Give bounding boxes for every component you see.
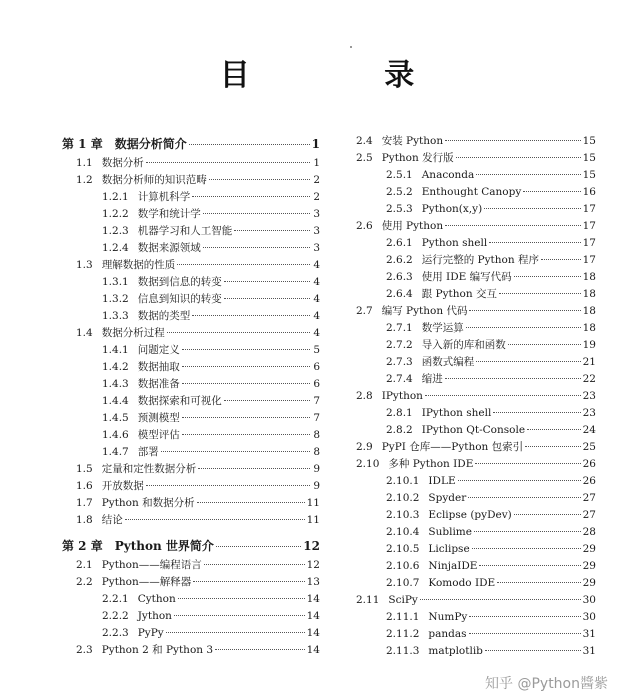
toc-leader-dots	[192, 186, 310, 197]
toc-entry-page: 21	[582, 356, 596, 368]
toc-entry-title: Python 2 和 Python 3	[101, 644, 214, 656]
toc-leader-dots	[216, 536, 301, 547]
toc-leader-dots	[475, 453, 580, 464]
toc-entry-page: 30	[582, 611, 596, 623]
toc-leader-dots	[469, 606, 580, 617]
toc-entry-title: 多种 Python IDE	[388, 458, 474, 470]
toc-entry-page: 18	[582, 288, 596, 300]
toc-entry-title: NinjaIDE	[428, 560, 478, 572]
toc-entry-number: 2.5.3	[386, 203, 413, 215]
toc-leader-dots	[485, 640, 581, 651]
toc-entry-page: 18	[582, 305, 596, 317]
toc-leader-dots	[193, 571, 304, 582]
toc-entry-number: 2.6.4	[386, 288, 413, 300]
toc-entry-page: 17	[582, 203, 596, 215]
toc-entry-number: 1.2	[76, 174, 93, 186]
toc-entry-title: 安装 Python	[381, 135, 444, 147]
toc-leader-dots	[224, 390, 310, 401]
toc-entry-page: 4	[313, 310, 320, 322]
toc-entry-page: 6	[313, 378, 320, 390]
toc-entry-page: 5	[313, 344, 320, 356]
toc-leader-dots	[182, 424, 310, 435]
toc-entry-number: 1.4.2	[102, 361, 129, 373]
toc-entry-page: 26	[582, 458, 596, 470]
toc-entry-title: Python 世界简介	[114, 539, 214, 553]
toc-leader-dots	[182, 373, 310, 384]
toc-entry-number: 2.8.1	[386, 407, 413, 419]
toc-entry-title: 定量和定性数据分析	[101, 463, 197, 475]
toc-leader-dots	[474, 521, 581, 532]
toc-entry-page: 14	[306, 593, 320, 605]
toc-leader-dots	[472, 538, 581, 549]
toc-entry-page: 3	[313, 242, 320, 254]
toc-entry-title: Python——解释器	[101, 576, 192, 588]
toc-leader-dots	[161, 441, 310, 452]
toc-entry-title: NumPy	[428, 611, 468, 623]
toc-entry-title: 数据探索和可视化	[137, 395, 222, 407]
toc-leader-dots	[541, 249, 581, 260]
toc-entry-title: 理解数据的性质	[101, 259, 176, 271]
toc-entry	[356, 643, 596, 660]
toc-leader-dots	[469, 623, 581, 634]
toc-entry-title: Jython	[137, 610, 172, 622]
toc-entry-title: 编写 Python 代码	[381, 305, 468, 317]
toc-entry-number: 1.3.3	[102, 310, 129, 322]
toc-entry-number: 1.4.4	[102, 395, 129, 407]
toc-leader-dots	[469, 300, 580, 311]
toc-entry-title: 计算机科学	[137, 191, 191, 203]
toc-entry-title: PyPy	[137, 627, 164, 639]
toc-entry-title: 运行完整的 Python 程序	[421, 254, 539, 266]
toc-entry-title: pandas	[428, 628, 467, 640]
toc-entry-page: 4	[313, 327, 320, 339]
toc-entry-number: 2.11.3	[386, 645, 420, 657]
toc-entry-page: 29	[582, 543, 596, 555]
toc-entry-page: 4	[313, 293, 320, 305]
toc-entry-title: matplotlib	[428, 645, 483, 657]
toc-entry-title: Komodo IDE	[428, 577, 496, 589]
toc-leader-dots	[499, 283, 581, 294]
toc-entry-title: Python 发行版	[381, 152, 454, 164]
toc-entry-title: 函数式编程	[421, 356, 475, 368]
toc-entry-title: 数据分析简介	[114, 137, 187, 151]
toc-entry-page: 31	[582, 628, 596, 640]
toc-entry-title: 数据来源领域	[137, 242, 201, 254]
toc-entry-page: 7	[313, 395, 320, 407]
toc-entry-number: 2.7	[356, 305, 373, 317]
toc-entry-title: 缩进	[421, 373, 443, 385]
toc-entry-title: 部署	[137, 446, 159, 458]
page-title: 目 录	[219, 58, 477, 93]
toc-entry-page: 23	[582, 390, 596, 402]
toc-leader-dots	[445, 215, 581, 226]
toc-entry-page: 3	[313, 208, 320, 220]
toc-entry-title: Sublime	[428, 526, 472, 538]
toc-leader-dots	[167, 322, 310, 333]
toc-entry-page: 6	[313, 361, 320, 373]
toc-entry-page: 24	[582, 424, 596, 436]
toc-leader-dots	[209, 169, 310, 180]
toc-entry-number: 2.2	[76, 576, 93, 588]
toc-entry-page: 27	[582, 509, 596, 521]
toc-entry-page: 22	[582, 373, 596, 385]
toc-entry-title: 数据抽取	[137, 361, 180, 373]
toc-leader-dots	[182, 356, 310, 367]
toc-leader-dots	[476, 164, 580, 175]
toc-leader-dots	[146, 152, 310, 163]
toc-entry-number: 1.5	[76, 463, 93, 475]
toc-entry-title: Cython	[137, 593, 176, 605]
toc-entry-number: 2.10.2	[386, 492, 420, 504]
toc-entry-number: 2.9	[356, 441, 373, 453]
toc-entry-page: 14	[306, 627, 320, 639]
toc-entry-title: PyPI 仓库——Python 包索引	[381, 441, 524, 453]
toc-leader-dots	[493, 402, 580, 413]
toc-entry-title: 信息到知识的转变	[137, 293, 222, 305]
toc-leader-dots	[224, 288, 310, 299]
toc-entry-page: 19	[582, 339, 596, 351]
toc-entry-number: 2.2.2	[102, 610, 129, 622]
toc-entry-page: 17	[582, 254, 596, 266]
toc-entry-page: 1	[311, 137, 320, 151]
toc-entry-number: 2.2.3	[102, 627, 129, 639]
toc-entry-number: 2.6	[356, 220, 373, 232]
toc-entry-title: 模型评估	[137, 429, 180, 441]
toc-leader-dots	[174, 605, 305, 616]
toc-leader-dots	[425, 385, 581, 396]
toc-leader-dots	[523, 181, 580, 192]
toc-entry-number: 2.5.2	[386, 186, 413, 198]
toc-entry-number: 2.7.1	[386, 322, 413, 334]
toc-entry-title: IPython Qt-Console	[421, 424, 526, 436]
toc-entry-number: 2.5	[356, 152, 373, 164]
toc-leader-dots	[182, 339, 310, 350]
toc-entry-title: 数据的类型	[137, 310, 191, 322]
toc-entry-number: 2.10.3	[386, 509, 420, 521]
toc-entry-page: 9	[313, 463, 320, 475]
watermark: 知乎 @Python醬紫	[485, 676, 608, 692]
toc-entry-number: 2.6.2	[386, 254, 413, 266]
toc-entry-number: 1.7	[76, 497, 93, 509]
toc-entry-page: 28	[582, 526, 596, 538]
toc-entry-number: 1.4	[76, 327, 93, 339]
toc-entry-title: Enthought Canopy	[421, 186, 522, 198]
toc-leader-dots	[527, 419, 581, 430]
toc-entry-page: 12	[306, 559, 320, 571]
toc-entry-title: 数据到信息的转变	[137, 276, 222, 288]
toc-leader-dots	[458, 470, 581, 481]
toc-entry-title: IPython shell	[421, 407, 492, 419]
toc-entry-title: 使用 IDE 编写代码	[421, 271, 512, 283]
toc-leader-dots	[484, 198, 580, 209]
toc-leader-dots	[445, 368, 581, 379]
toc-entry-title: 开放数据	[101, 480, 144, 492]
toc-entry-number: 2.10.6	[386, 560, 420, 572]
toc-entry-page: 30	[582, 594, 596, 606]
toc-leader-dots	[514, 266, 581, 277]
toc-entry-title: 数学和统计学	[137, 208, 201, 220]
toc-leader-dots	[146, 475, 310, 486]
toc-entry-title: 跟 Python 交互	[421, 288, 497, 300]
toc-entry-page: 12	[303, 539, 320, 553]
toc-leader-dots	[197, 492, 305, 503]
toc-entry-title: SciPy	[388, 594, 418, 606]
toc-leader-dots	[203, 203, 310, 214]
toc-entry-page: 11	[306, 497, 320, 509]
toc-entry-number: 1.2.3	[102, 225, 129, 237]
toc-entry-number: 1.6	[76, 480, 93, 492]
toc-entry-number: 1.3	[76, 259, 93, 271]
toc-entry-number: 2.11.1	[386, 611, 420, 623]
toc-entry-title: Eclipse (pyDev)	[428, 509, 512, 521]
toc-entry-title: Python——编程语言	[101, 559, 202, 571]
toc-entry	[62, 512, 320, 529]
toc-entry-number: 2.10.7	[386, 577, 420, 589]
toc-leader-dots	[514, 504, 581, 515]
toc-leader-dots	[234, 220, 310, 231]
toc-entry-number: 2.10.4	[386, 526, 420, 538]
toc-entry-page: 29	[582, 577, 596, 589]
toc-leader-dots	[466, 317, 581, 328]
toc-entry-number: 2.11	[356, 594, 380, 606]
toc-leader-dots	[198, 458, 310, 469]
toc-leader-dots	[182, 407, 310, 418]
toc-entry-page: 1	[313, 157, 320, 169]
toc-entry-title: Python shell	[421, 237, 488, 249]
toc-entry-number: 第 1 章	[62, 137, 103, 151]
toc-entry-number: 2.7.2	[386, 339, 413, 351]
toc-leader-dots	[203, 237, 310, 248]
toc-entry-page: 23	[582, 407, 596, 419]
toc-entry-title: 数据分析师的知识范畴	[101, 174, 207, 186]
toc-entry-page: 8	[313, 446, 320, 458]
toc-leader-dots	[177, 254, 310, 265]
toc-entry-number: 1.4.7	[102, 446, 129, 458]
toc-entry-title: 数据分析	[101, 157, 144, 169]
toc-entry-title: 预测模型	[137, 412, 180, 424]
toc-entry-number: 2.11.2	[386, 628, 420, 640]
toc-entry-title: Spyder	[428, 492, 467, 504]
toc-entry-page: 8	[313, 429, 320, 441]
toc-entry-page: 9	[313, 480, 320, 492]
toc-entry-page: 2	[313, 174, 320, 186]
toc-entry-page: 15	[582, 169, 596, 181]
toc-entry-number: 1.8	[76, 514, 93, 526]
toc-entry-number: 1.4.5	[102, 412, 129, 424]
toc-entry-title: Python 和数据分析	[101, 497, 195, 509]
toc-entry-number: 2.10	[356, 458, 380, 470]
toc-entry-title: 问题定义	[137, 344, 180, 356]
toc-entry-page: 7	[313, 412, 320, 424]
toc-entry-page: 25	[582, 441, 596, 453]
toc-leader-dots	[420, 589, 581, 600]
toc-right-column	[356, 133, 596, 660]
toc-entry-page: 15	[582, 152, 596, 164]
toc-entry-page: 15	[582, 135, 596, 147]
toc-entry-page: 29	[582, 560, 596, 572]
toc-entry-title: 数据分析过程	[101, 327, 165, 339]
toc-entry-number: 1.2.2	[102, 208, 129, 220]
toc-entry-title: 使用 Python	[381, 220, 444, 232]
toc-entry-number: 2.8	[356, 390, 373, 402]
toc-leader-dots	[224, 271, 310, 282]
toc-entry-number: 2.3	[76, 644, 93, 656]
toc-leader-dots	[468, 487, 580, 498]
toc-entry-number: 2.5.1	[386, 169, 413, 181]
toc-leader-dots	[178, 588, 305, 599]
toc-entry-title: 数据准备	[137, 378, 180, 390]
toc-left-column	[62, 133, 320, 659]
toc-leader-dots	[192, 305, 310, 316]
toc-entry-number: 1.4.1	[102, 344, 129, 356]
toc-entry-page: 26	[582, 475, 596, 487]
toc-entry-number: 1.2.1	[102, 191, 129, 203]
toc-entry-page: 18	[582, 322, 596, 334]
toc-entry-page: 13	[306, 576, 320, 588]
toc-leader-dots	[445, 130, 581, 141]
toc-entry-page: 3	[313, 225, 320, 237]
toc-entry-number: 2.10.1	[386, 475, 420, 487]
toc-entry-page: 4	[313, 276, 320, 288]
toc-entry-number: 2.1	[76, 559, 93, 571]
toc-entry-number: 2.8.2	[386, 424, 413, 436]
toc-entry-number: 2.10.5	[386, 543, 420, 555]
toc-leader-dots	[525, 436, 580, 447]
toc-entry-page: 16	[582, 186, 596, 198]
toc-entry-page: 14	[306, 644, 320, 656]
toc-entry-page: 17	[582, 237, 596, 249]
toc-entry-number: 第 2 章	[62, 539, 103, 553]
toc-entry-page: 2	[313, 191, 320, 203]
toc-entry-number: 2.7.4	[386, 373, 413, 385]
toc-entry-title: 导入新的库和函数	[421, 339, 506, 351]
toc-entry-page: 11	[306, 514, 320, 526]
toc-entry-title: 结论	[101, 514, 123, 526]
toc-entry-number: 2.2.1	[102, 593, 129, 605]
toc-entry-number: 1.3.2	[102, 293, 129, 305]
toc-leader-dots	[215, 639, 305, 650]
toc-leader-dots	[508, 334, 581, 345]
toc-entry-number: 2.6.1	[386, 237, 413, 249]
toc-entry-page: 18	[582, 271, 596, 283]
toc-leader-dots	[166, 622, 305, 633]
toc-entry-page: 17	[582, 220, 596, 232]
toc-entry-number: 2.6.3	[386, 271, 413, 283]
toc-entry-number: 2.7.3	[386, 356, 413, 368]
toc-leader-dots	[125, 509, 305, 520]
toc-entry-page: 27	[582, 492, 596, 504]
toc-leader-dots	[489, 232, 580, 243]
toc-entry-title: Anaconda	[421, 169, 475, 181]
toc-entry	[62, 642, 320, 659]
toc-leader-dots	[497, 572, 580, 583]
toc-entry-number: 1.2.4	[102, 242, 129, 254]
toc-entry-title: 机器学习和人工智能	[137, 225, 233, 237]
toc-entry-page: 4	[313, 259, 320, 271]
toc-entry-number: 1.1	[76, 157, 93, 169]
scan-speck	[350, 46, 352, 48]
toc-entry-number: 1.3.1	[102, 276, 129, 288]
toc-entry-title: IDLE	[428, 475, 456, 487]
toc-entry-number: 1.4.6	[102, 429, 129, 441]
toc-entry-title: Liclipse	[428, 543, 470, 555]
toc-leader-dots	[189, 134, 310, 145]
toc-leader-dots	[479, 555, 580, 566]
toc-leader-dots	[204, 554, 305, 565]
toc-entry-page: 14	[306, 610, 320, 622]
toc-entry-page: 31	[582, 645, 596, 657]
toc-entry-number: 1.4.3	[102, 378, 129, 390]
toc-entry-title: 数学运算	[421, 322, 464, 334]
toc-leader-dots	[456, 147, 581, 158]
toc-leader-dots	[476, 351, 580, 362]
toc-entry-title: IPython	[381, 390, 423, 402]
toc-entry-title: Python(x,y)	[421, 203, 483, 215]
toc-entry-number: 2.4	[356, 135, 373, 147]
